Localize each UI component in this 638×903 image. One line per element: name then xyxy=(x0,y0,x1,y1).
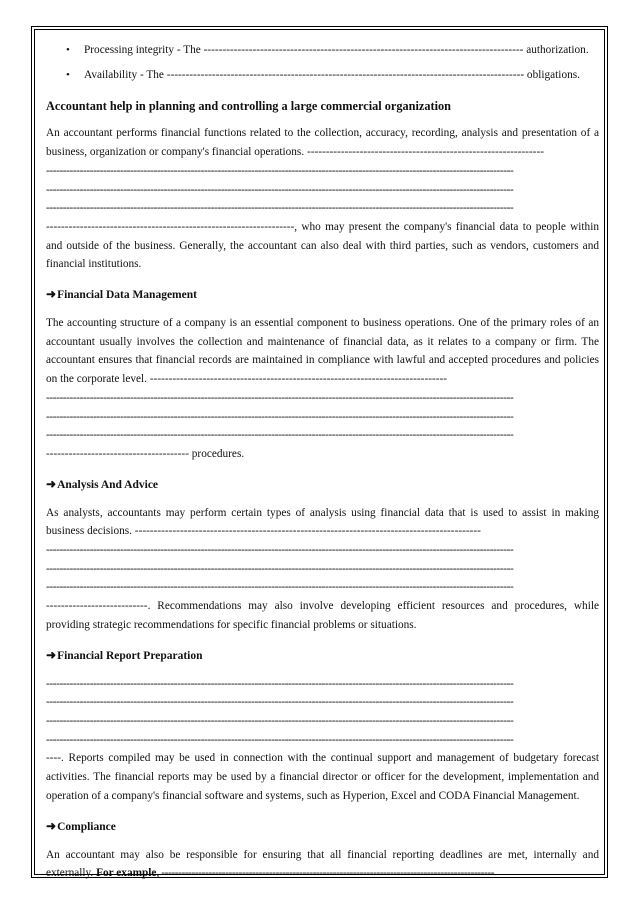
right-arrow-icon: ➜ xyxy=(46,647,57,662)
page-heading: Accountant help in planning and controlling a large commercial organization xyxy=(46,99,452,114)
blank-line: ------------------------------------------------------------------------------------------------------------------------------------------- xyxy=(46,677,514,690)
section-lead: The accounting structure of a company is an essential component to business operations. One of the primary roles of an accountant usually involves the collection and maintenance of financial data, as it relates to a company or firm. The accountant ensures that financial records are maintained in compliance with lawful and accepted procedures and policies on the corporate level. ------------------------------------------------------------------------------- xyxy=(46,317,599,386)
page-border xyxy=(31,26,608,878)
blank-line: ------------------------------------------------------------------------------------------------------------------------------------------- xyxy=(46,714,514,727)
section-paragraph xyxy=(46,675,599,806)
section-tail: ----. Reports compiled may be used in connection with the continual support and management of budgetary forecast activities. The financial reports may be used by a financial director or officer for the development, implementation and operation of a company's financial software and systems, such as Hyperion, Excel and CODA Financial Management. xyxy=(46,752,599,802)
intro-paragraph xyxy=(46,124,599,274)
section-tail: ---------------------------. Recommendations may also involve developing efficient resources and procedures, while providing strategic recommendations for specific financial problems or situations. xyxy=(46,600,599,631)
blank-line: ------------------------------------------------------------------------------------------------------------------------------------------- xyxy=(46,429,514,442)
blank-line: ------------------------------------------------------------------------------------------------------------------------------------------- xyxy=(46,202,514,215)
section-heading: ➜Financial Report Preparation xyxy=(46,647,203,662)
intro-tail: ------------------------------------------------------------------, who may present the company's financial data to people within and outside of the business. Generally, the accountant can also deal with third parties, such as vendors, customers and financial institutions. xyxy=(46,220,599,271)
bullet-list xyxy=(46,41,599,84)
right-arrow-icon: ➜ xyxy=(46,818,57,833)
compliance-paragraph xyxy=(46,846,599,883)
section-heading: ➜Financial Data Management xyxy=(46,287,197,302)
section-heading: ➜Analysis And Advice xyxy=(46,476,159,491)
section-heading: ➜Compliance xyxy=(46,818,116,833)
blank-line: ------------------------------------------------------------------------------------------------------------------------------------------- xyxy=(46,733,514,746)
blank-line: ------------------------------------------------------------------------------------------------------------------------------------------- xyxy=(46,164,514,177)
section-lead: As analysts, accountants may perform certain types of analysis using financial data that is used to assist in making business decisions. -------------------------------------------------------------------------------------------- xyxy=(46,506,599,538)
blank-line: ------------------------------------------------------------------------------------------------------------------------------------------- xyxy=(46,544,514,557)
bullet-text: Availability - The ----------------------------------------------------------------------------------------------- obligations. xyxy=(84,68,580,81)
blank-line: ------------------------------------------------------------------------------------------------------------------------------------------- xyxy=(46,183,514,196)
right-arrow-icon: ➜ xyxy=(46,287,57,302)
bullet-text: Processing integrity - The ------------------------------------------------------------------------------------- authorization. xyxy=(84,44,589,56)
list-item xyxy=(46,41,599,60)
right-arrow-icon: ➜ xyxy=(46,476,57,491)
section-paragraph xyxy=(46,314,599,464)
example-label: For example xyxy=(96,867,157,880)
list-item xyxy=(46,66,599,85)
section-paragraph xyxy=(46,504,599,635)
intro-lead: An accountant performs financial functions related to the collection, accuracy, recording, analysis and presentation of a business, organization or company's financial operations. --------------------------------------------------------------- xyxy=(46,127,599,159)
compliance-tail: , --------------------------------------------------------------------------------------------------- xyxy=(156,867,495,880)
compliance-text: An accountant may also be responsible for ensuring that all financial reporting deadlines are met, internally and externally. xyxy=(46,848,599,880)
blank-line: ------------------------------------------------------------------------------------------------------------------------------------------- xyxy=(46,581,514,594)
blank-line: ------------------------------------------------------------------------------------------------------------------------------------------- xyxy=(46,410,514,423)
section-tail: -------------------------------------- procedures. xyxy=(46,447,245,460)
blank-line: ------------------------------------------------------------------------------------------------------------------------------------------- xyxy=(46,391,514,404)
blank-line: ------------------------------------------------------------------------------------------------------------------------------------------- xyxy=(46,696,514,709)
document-body xyxy=(46,41,599,893)
blank-line: ------------------------------------------------------------------------------------------------------------------------------------------- xyxy=(46,562,514,575)
